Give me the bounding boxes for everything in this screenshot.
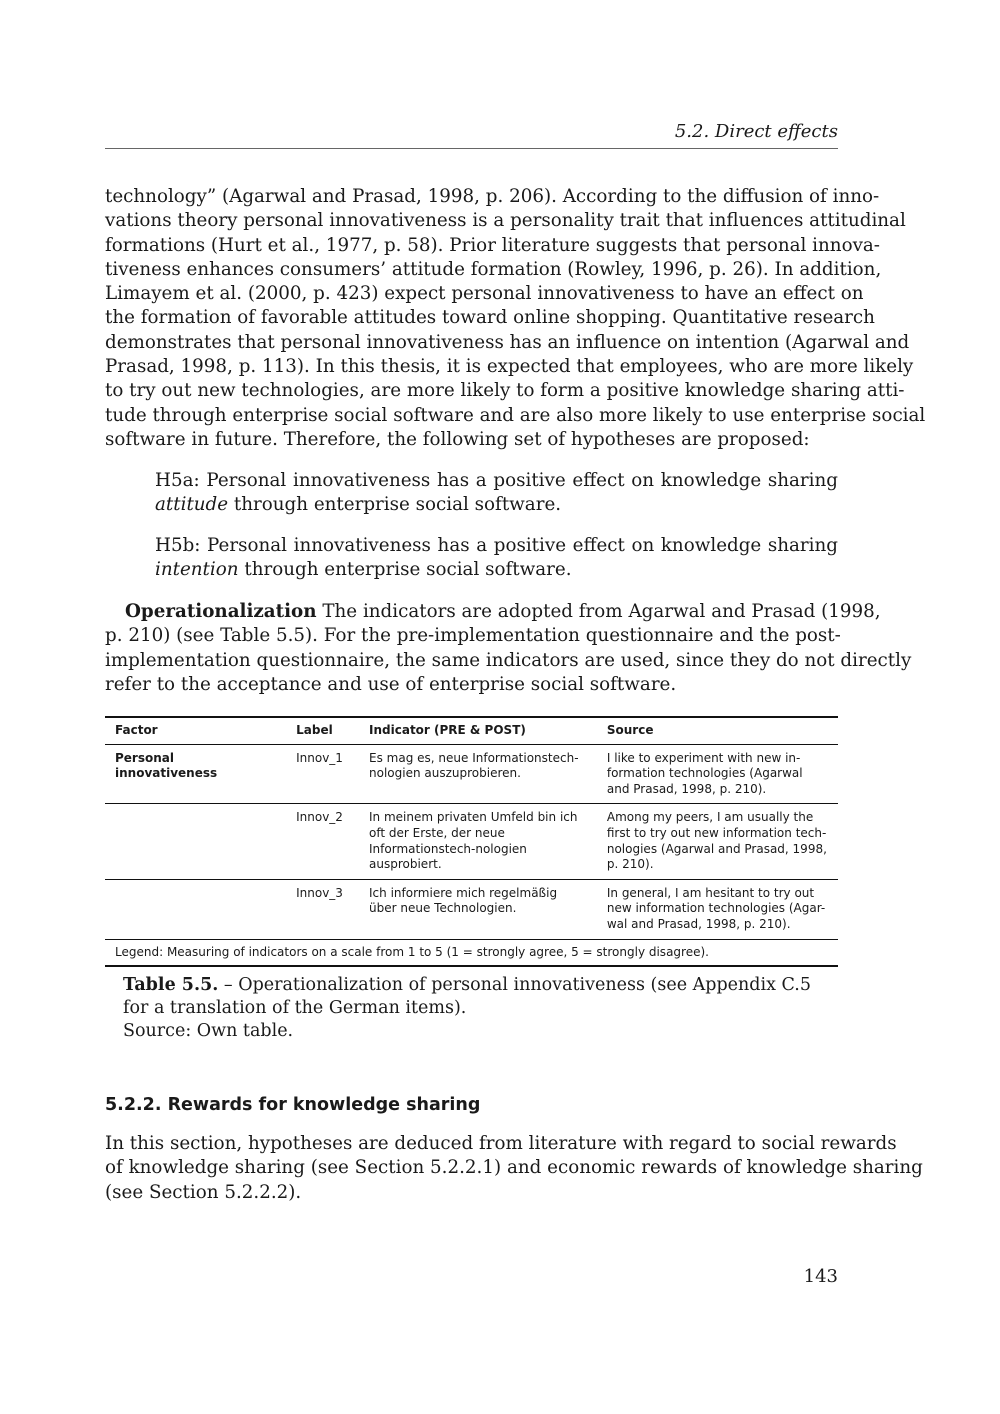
cell-source: Among my peers, I am usually the first to try out new information tech-nologies (Agarwal and Prasad, 1998, p. 210). — [597, 804, 838, 879]
cell-indicator: Es mag es, neue Informationstech-nologien auszuprobieren. — [359, 744, 597, 804]
hypothesis-rest: through enterprise social software. — [228, 494, 562, 516]
hypothesis-h5b — [155, 534, 838, 583]
cell-indicator: In meinem privaten Umfeld bin ich oft der Erste, der neue Informationstech-nologien ausprobiert. — [359, 804, 597, 879]
cell-label: Innov_1 — [286, 744, 359, 804]
text-line: technology” (Agarwal and Prasad, 1998, p. 206). According to the diffusion of inno- — [105, 186, 880, 207]
table-legend-row — [105, 939, 838, 966]
text-line: software in future. Therefore, the following set of hypotheses are proposed: — [105, 428, 810, 450]
text-line: of knowledge sharing (see Section 5.2.2.1) and economic rewards of knowledge sharing — [105, 1157, 923, 1179]
cell-label: Innov_2 — [286, 804, 359, 879]
header-rule — [105, 148, 838, 149]
table-caption — [123, 974, 838, 1043]
hypothesis-line: H5a: Personal innovativeness has a positive effect on knowledge sharing — [155, 470, 838, 491]
cell-indicator: Ich informiere mich regelmäßig über neue Technologien. — [359, 879, 597, 939]
text-line: p. 210) (see Table 5.5). For the pre-implementation questionnaire and the post- — [105, 625, 841, 647]
running-header: 5.2. Direct effects — [674, 121, 838, 142]
text-line: implementation questionnaire, the same indicators are used, since they do not directly — [105, 649, 912, 671]
hypothesis-line — [155, 558, 838, 582]
paragraph-innovativeness — [105, 185, 926, 452]
document-page — [105, 0, 926, 1414]
table-legend: Legend: Measuring of indicators on a scale from 1 to 5 (1 = strongly agree, 5 = strongly disagree). — [105, 939, 838, 966]
hypothesis-emphasis: intention — [155, 559, 239, 581]
cell-factor — [105, 879, 286, 939]
caption-source: Source: Own table. — [123, 1021, 294, 1041]
caption-label: Table 5.5. — [123, 975, 219, 995]
cell-factor — [105, 804, 286, 879]
hypothesis-rest: through enterprise social software. — [238, 559, 572, 581]
text-line — [105, 600, 881, 624]
header-factor: Factor — [115, 723, 158, 737]
text-line: demonstrates that personal innovativeness has an influence on intention (Agarwal and — [105, 331, 910, 353]
page-number: 143 — [803, 1266, 838, 1287]
text-line: Prasad, 1998, p. 113). In this thesis, it is expected that employees, who are more likely — [105, 356, 914, 378]
hypothesis-line — [155, 493, 838, 517]
text-line: In this section, hypotheses are deduced from literature with regard to social rewards — [105, 1133, 897, 1154]
text-line: tude through enterprise social software and are also more likely to use enterprise social — [105, 404, 926, 426]
cell-factor: Personal innovativeness — [105, 744, 286, 804]
paragraph-rewards — [105, 1132, 923, 1205]
text-line: refer to the acceptance and use of enterprise social software. — [105, 673, 677, 695]
paragraph-operationalization — [105, 600, 912, 697]
table-row — [105, 804, 838, 879]
text-line: tiveness enhances consumers’ attitude formation (Rowley, 1996, p. 26). In addition, — [105, 258, 882, 280]
caption-text — [123, 975, 811, 1018]
header-indicator: Indicator (PRE & POST) — [369, 723, 526, 737]
operationalization-table — [105, 716, 838, 967]
section-heading: 5.2.2. Rewards for knowledge sharing — [105, 1095, 481, 1115]
hypothesis-line: H5b: Personal innovativeness has a positive effect on knowledge sharing — [155, 535, 838, 556]
caption-description: – Operationalization of personal innovativeness (see Appendix C.5 for a translation of the German items). — [123, 975, 811, 1018]
cell-source: In general, I am hesitant to try out new information technologies (Agar-wal and Prasad, 1998, p. 210). — [597, 879, 838, 939]
table-row — [105, 744, 838, 804]
hypothesis-h5a — [155, 469, 838, 518]
operationalization-text: The indicators are adopted from Agarwal and Prasad (1998, — [316, 601, 881, 622]
text-line: the formation of favorable attitudes toward online shopping. Quantitative research — [105, 307, 875, 329]
cell-source: I like to experiment with new in-formation technologies (Agarwal and Prasad, 1998, p. 210). — [597, 744, 838, 804]
header-label: Label — [296, 723, 333, 737]
text-line: (see Section 5.2.2.2). — [105, 1181, 302, 1203]
cell-label: Innov_3 — [286, 879, 359, 939]
table-header-row — [105, 717, 838, 744]
text-line: formations (Hurt et al., 1977, p. 58). Prior literature suggests that personal innova- — [105, 234, 880, 256]
table-row — [105, 879, 838, 939]
hypothesis-emphasis: attitude — [155, 494, 229, 516]
text-line: to try out new technologies, are more likely to form a positive knowledge sharing atti- — [105, 380, 905, 402]
text-line: Limayem et al. (2000, p. 423) expect personal innovativeness to have an effect on — [105, 283, 864, 305]
text-line: vations theory personal innovativeness is a personality trait that influences attitudinal — [105, 210, 906, 232]
operationalization-heading: Operationalization — [125, 601, 317, 622]
header-source: Source — [606, 723, 654, 737]
